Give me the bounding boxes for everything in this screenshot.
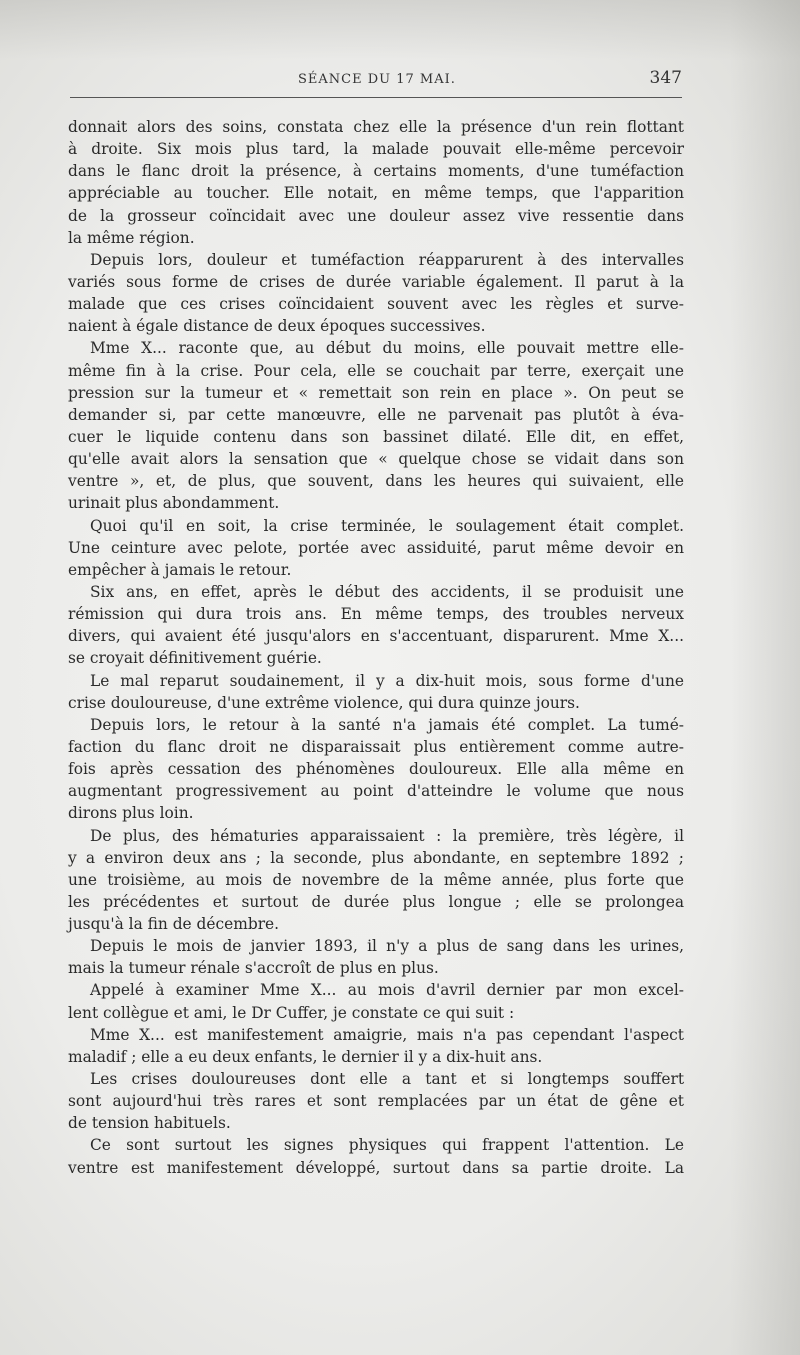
text-line: de la grosseur coïncidait avec une douleur assez vive ressentie dans bbox=[68, 206, 684, 225]
text-line: y a environ deux ans ; la seconde, plus abondante, en septembre 1892 ; bbox=[68, 848, 684, 867]
page-header bbox=[70, 62, 682, 92]
text-line: divers, qui avaient été jusqu'alors en s'accentuant, disparurent. Mme X... bbox=[68, 627, 684, 646]
text-line: malade que ces crises coïncidaient souvent avec les règles et surve- bbox=[68, 295, 684, 314]
text-line: variés sous forme de crises de durée variable également. Il parut à la bbox=[68, 272, 684, 291]
text-line: sont aujourd'hui très rares et sont remplacées par un état de gêne et bbox=[68, 1092, 684, 1111]
text-line: Mme X... est manifestement amaigrie, mais n'a pas cependant l'aspect bbox=[90, 1025, 684, 1044]
text-line: donnait alors des soins, constata chez elle la présence d'un rein flottant bbox=[68, 118, 684, 136]
text-line: pression sur la tumeur et « remettait son rein en place ». On peut se bbox=[68, 383, 684, 402]
text-line: se croyait définitivement guérie. bbox=[68, 649, 322, 668]
text-line: ventre », et, de plus, que souvent, dans les heures qui suivaient, elle bbox=[68, 472, 684, 491]
text-line: Appelé à examiner Mme X... au mois d'avril dernier par mon excel- bbox=[90, 981, 684, 1000]
text-line: Les crises douloureuses dont elle a tant et si longtemps souffert bbox=[90, 1070, 684, 1089]
text-line: à droite. Six mois plus tard, la malade pouvait elle-même percevoir bbox=[68, 140, 684, 159]
body-text bbox=[68, 116, 684, 1179]
running-title: SÉANCE DU 17 MAI. bbox=[298, 72, 456, 87]
text-line: ventre est manifestement développé, surtout dans sa partie droite. La bbox=[68, 1158, 684, 1177]
text-line: Le mal reparut soudainement, il y a dix-huit mois, sous forme d'une bbox=[90, 671, 684, 690]
text-line: dirons plus loin. bbox=[68, 804, 194, 823]
paragraph bbox=[68, 1024, 684, 1068]
text-line: Depuis lors, douleur et tuméfaction réapparurent à des intervalles bbox=[90, 250, 684, 269]
text-line: qu'elle avait alors la sensation que « quelque chose se vidait dans son bbox=[68, 450, 684, 469]
page-shading-right bbox=[730, 0, 800, 1355]
text-line: faction du flanc droit ne disparaissait plus entièrement comme autre- bbox=[68, 737, 684, 756]
text-line: de tension habituels. bbox=[68, 1114, 231, 1133]
text-line: Depuis lors, le retour à la santé n'a jamais été complet. La tumé- bbox=[90, 715, 684, 734]
paragraph bbox=[68, 1068, 684, 1134]
text-line: Depuis le mois de janvier 1893, il n'y a plus de sang dans les urines, bbox=[90, 937, 684, 956]
text-line: Six ans, en effet, après le début des accidents, il se produisit une bbox=[90, 582, 684, 601]
paragraph bbox=[68, 670, 684, 714]
text-line: demander si, par cette manœuvre, elle ne parvenait pas plutôt à éva- bbox=[68, 405, 684, 424]
page-number: 347 bbox=[649, 68, 682, 88]
text-line: Ce sont surtout les signes physiques qui frappent l'attention. Le bbox=[90, 1136, 684, 1155]
text-line: De plus, des hématuries apparaissaient : la première, très légère, il bbox=[90, 826, 684, 845]
paragraph bbox=[68, 1134, 684, 1178]
paragraph bbox=[68, 979, 684, 1023]
paragraph bbox=[68, 581, 684, 670]
text-line: les précédentes et surtout de durée plus longue ; elle se prolongea bbox=[68, 892, 684, 911]
text-line: Quoi qu'il en soit, la crise terminée, le soulagement était complet. bbox=[90, 516, 684, 535]
text-line: lent collègue et ami, le Dr Cuffer, je constate ce qui suit : bbox=[68, 1003, 515, 1022]
text-line: urinait plus abondamment. bbox=[68, 494, 280, 513]
text-line: augmentant progressivement au point d'atteindre le volume que nous bbox=[68, 782, 684, 801]
text-line: mais la tumeur rénale s'accroît de plus en plus. bbox=[68, 959, 439, 978]
text-line: jusqu'à la fin de décembre. bbox=[68, 915, 280, 934]
text-line: dans le flanc droit la présence, à certains moments, d'une tuméfaction bbox=[68, 162, 684, 181]
paragraph bbox=[68, 714, 684, 825]
paragraph bbox=[68, 515, 684, 581]
header-rule bbox=[70, 97, 682, 98]
text-line: cuer le liquide contenu dans son bassinet dilaté. Elle dit, en effet, bbox=[68, 427, 684, 446]
paragraph bbox=[68, 935, 684, 979]
text-line: Mme X... raconte que, au début du moins, elle pouvait mettre elle- bbox=[90, 339, 684, 358]
text-line: empêcher à jamais le retour. bbox=[68, 560, 292, 579]
text-line: maladif ; elle a eu deux enfants, le dernier il y a dix-huit ans. bbox=[68, 1047, 543, 1066]
text-line: appréciable au toucher. Elle notait, en même temps, que l'apparition bbox=[68, 184, 684, 203]
paragraph bbox=[68, 116, 684, 249]
text-line: la même région. bbox=[68, 228, 195, 247]
text-line: même fin à la crise. Pour cela, elle se couchait par terre, exerçait une bbox=[68, 361, 684, 380]
paragraph bbox=[68, 249, 684, 338]
text-line: rémission qui dura trois ans. En même temps, des troubles nerveux bbox=[68, 605, 684, 624]
text-line: crise douloureuse, d'une extrême violence, qui dura quinze jours. bbox=[68, 693, 580, 712]
paragraph bbox=[68, 825, 684, 936]
text-line: fois après cessation des phénomènes douloureux. Elle alla même en bbox=[68, 760, 684, 779]
text-line: une troisième, au mois de novembre de la même année, plus forte que bbox=[68, 870, 684, 889]
paragraph bbox=[68, 337, 684, 514]
text-line: Une ceinture avec pelote, portée avec assiduité, parut même devoir en bbox=[68, 538, 684, 557]
text-line: naient à égale distance de deux époques successives. bbox=[68, 317, 486, 336]
page-shading-top bbox=[0, 0, 800, 60]
